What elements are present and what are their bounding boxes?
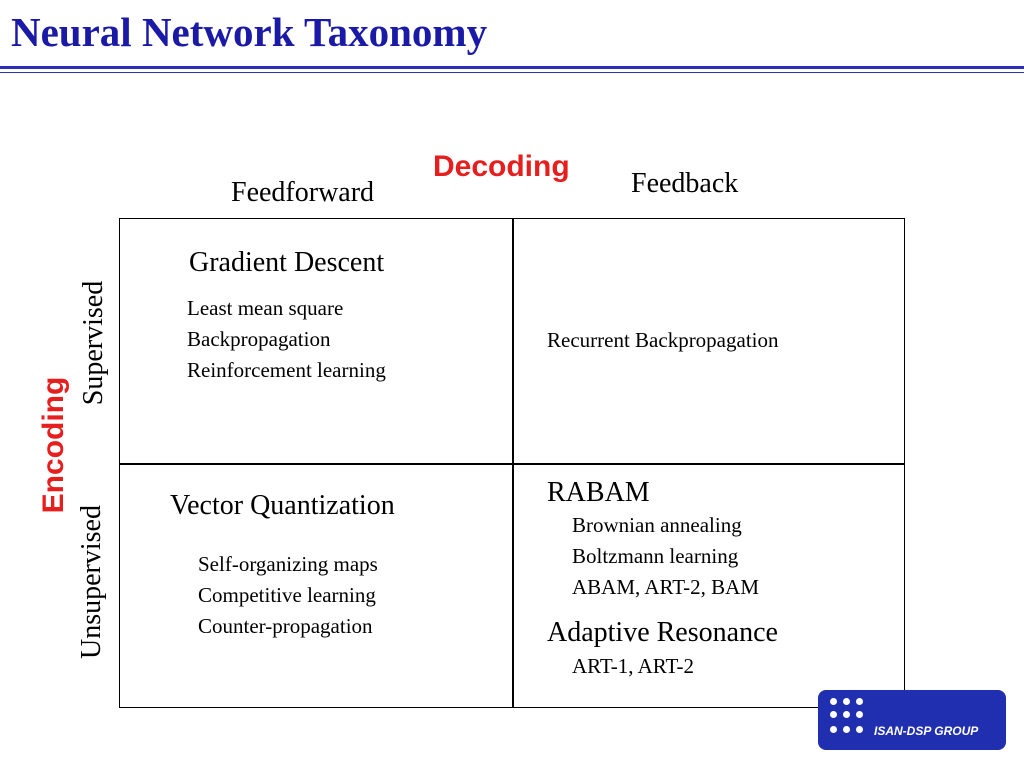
list-item: Backpropagation (187, 327, 331, 351)
cell-item-art: ART-1, ART-2 (572, 654, 694, 678)
decoding-axis-label: Decoding (433, 150, 570, 183)
list-item: Competitive learning (198, 583, 376, 607)
cell-heading-vector-quantization: Vector Quantization (170, 490, 395, 521)
page-title: Neural Network Taxonomy (11, 9, 488, 55)
logo-text: ISAN-DSP GROUP (874, 724, 979, 738)
list-item: Self-organizing maps (198, 552, 378, 576)
cell-list-unsupervised-feedforward (198, 549, 378, 642)
list-item: Reinforcement learning (187, 358, 386, 382)
cell-heading-adaptive-resonance: Adaptive Resonance (547, 617, 778, 648)
column-label-feedforward: Feedforward (231, 177, 375, 208)
grid-divider-horizontal (119, 463, 905, 465)
list-item: ABAM, ART-2, BAM (572, 575, 760, 599)
column-label-feedback: Feedback (631, 168, 739, 199)
encoding-axis-label: Encoding (37, 376, 70, 514)
list-item: Least mean square (187, 296, 344, 320)
dot-grid-icon (830, 696, 876, 744)
row-label-supervised: Supervised (78, 280, 109, 406)
cell-list-supervised-feedforward (187, 293, 386, 386)
list-item: Counter-propagation (198, 614, 373, 638)
row-label-unsupervised: Unsupervised (76, 505, 107, 659)
title-underline-thin (0, 72, 1024, 73)
cell-heading-gradient-descent: Gradient Descent (189, 247, 385, 278)
list-item: Brownian annealing (572, 513, 742, 537)
isan-dsp-logo (818, 690, 1006, 750)
cell-heading-rabam: RABAM (547, 477, 650, 508)
cell-item-recurrent-backpropagation: Recurrent Backpropagation (547, 328, 779, 352)
title-underline (0, 66, 1024, 69)
cell-list-rabam (572, 510, 759, 603)
list-item: Boltzmann learning (572, 544, 739, 568)
